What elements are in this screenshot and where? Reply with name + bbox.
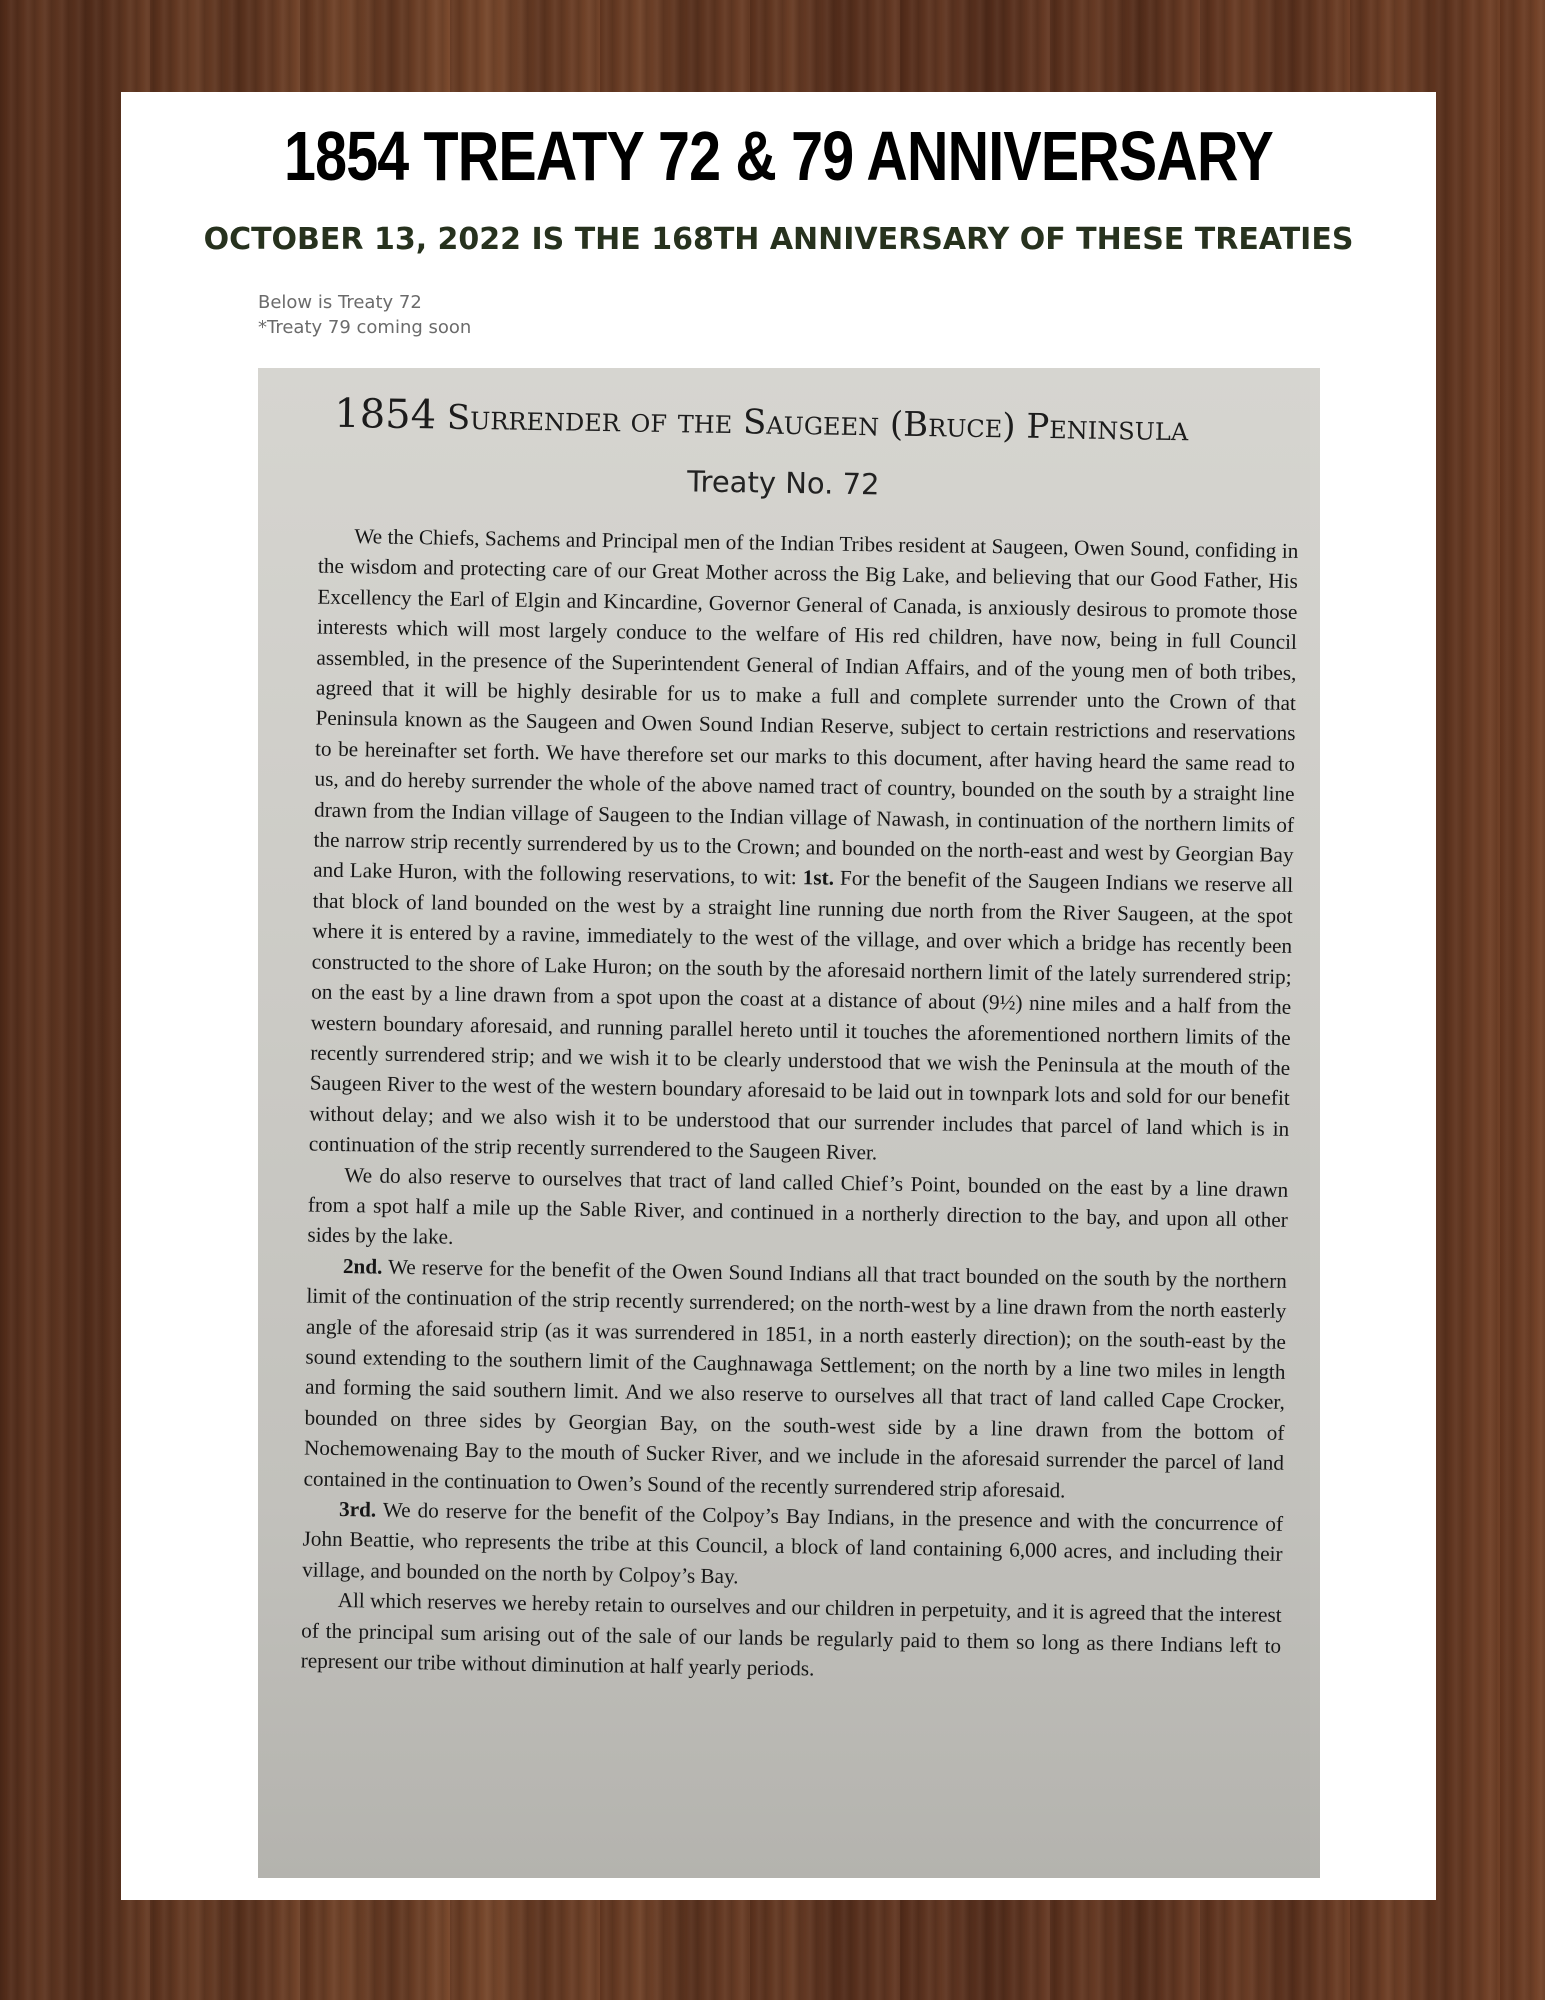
paragraph-3 [303, 1250, 1287, 1509]
paragraph-4 [302, 1493, 1283, 1600]
paragraph-4-bold: 3rd. [338, 1497, 377, 1522]
document-title-year: 1854 [333, 390, 437, 439]
paragraph-1-rest: For the benefit of the Saugeen Indians we reserve all that block of land bounded on the west by a straight line running due north from the River Saugeen, at the spot where it is entered by a ravine, immediately to the west of the village, and over which a bridge has recently been constructed to the shore of Lake Huron; on the south by the aforesaid northern limit of the lately surrendered strip; on the east by a line drawn from a spot upon the coast at a distance of about (9½) nine miles and a half from the western boundary aforesaid, and running parallel hereto until it touches the aforementioned northern limits of the recently surrendered strip; and we wish it to be clearly understood that we wish the Peninsula at the mouth of the Saugeen River to the west of the western boundary aforesaid to be laid out in townpark lots and sold for our benefit without delay; and we also wish it to be understood that our surrender includes that parcel of land which is in continuation of the strip recently surrendered to the Saugeen River. [308, 866, 1294, 1165]
treaty-document-page [258, 368, 1320, 1878]
paragraph-1-text: We the Chiefs, Sachems and Principal men of the Indian Tribes resident at Saugeen, Owen Sound, confiding in the wisdom and protecting care of our Great Mother across the Big Lake, and believing that our Good Father, His Excellency the Earl of Elgin and Kincardine, Governor General of Canada, is anxiously desirous to promote those interests which will most largely conduce to the welfare of His red children, have now, being in full Council assembled, in the presence of the Superintendent General of Indian Affairs, and of the young men of both tribes, agreed that it will be highly desirable for us to make a full and complete surrender unto the Crown of that Peninsula known as the Saugeen and Owen Sound Indian Reserve, subject to certain restrictions and reservations to be hereinafter set forth. We have therefore set our marks to this document, after having heard the same read to us, and do hereby surrender the whole of the above named tract of country, bounded on the south by a straight line drawn from the Indian village of Saugeen to the Indian village of Nawash, in continuation of the northern limits of the narrow strip recently surrendered by us to the Crown; and bounded on the north-east and west by Georgian Bay and Lake Huron, with the following reservations, to wit: [312, 524, 1299, 890]
document-subtitle: Treaty No. 72 [686, 464, 880, 502]
paragraph-2: We do also reserve to ourselves that tract of land called Chief’s Point, bounded on the east by a line drawn from a spot half a mile up the Sable River, and continued in a northerly direction to the bay, and upon all other sides by the lake. [307, 1162, 1289, 1250]
paragraph-1 [309, 521, 1299, 1175]
paragraph-1-bold: 1st. [802, 865, 835, 891]
paragraph-3-text: We reserve for the benefit of the Owen Sound Indians all that tract bounded on the south by the northern limit of the continuation of the strip recently surrendered; on the north-west by a line drawn from the north easterly angle of the aforesaid strip (as it was surrendered in 1851, in a north easterly direction); on the south-east by the sound extending to the southern limit of the Caughnawaga Settlement; on the north by a line two miles in length and forming the said southern limit. And we also reserve to ourselves all that tract of land called Cape Crocker, bounded on three sides by Georgian Bay, on the south-west side by a line drawn from the bottom of Nochemowenaing Bay to the mouth of Sucker River, and we include in the aforesaid surrender the parcel of land contained in the continuation to Owen’s Sound of the recently surrendered strip aforesaid. [303, 1254, 1288, 1503]
treaty-document-photo [258, 368, 1320, 1878]
document-body [301, 521, 1299, 1692]
poster [121, 92, 1436, 1900]
page-title: 1854 TREATY 72 & 79 ANNIVERSARY [283, 117, 1273, 195]
paragraph-5: All which reserves we hereby retain to ourselves and our children in perpetuity, and it is agreed that the interest of the principal sum arising out of the sale of our lands be regularly paid to them so long as there Indians left to represent our tribe without diminution at half yearly periods. [300, 1588, 1282, 1681]
anniversary-subtitle: OCTOBER 13, 2022 IS THE 168TH ANNIVERSARY OF THESE TREATIES [203, 222, 1354, 257]
note-treaty-79: *Treaty 79 coming soon [258, 317, 472, 338]
note-treaty-72: Below is Treaty 72 [258, 292, 422, 313]
document-title-text: Surrender of the Saugeen (Bruce) Peninsula [446, 397, 1189, 450]
document-title [334, 391, 1315, 452]
paragraph-3-bold: 2nd. [342, 1253, 383, 1279]
paragraph-4-text: We do reserve for the benefit of the Colpoy’s Bay Indians, in the presence and with the concurrence of John Beattie, who represents the tribe at this Council, a block of land containing 6,000 acres, and including their village, and bounded on the north by Colpoy’s Bay. [301, 1497, 1284, 1589]
